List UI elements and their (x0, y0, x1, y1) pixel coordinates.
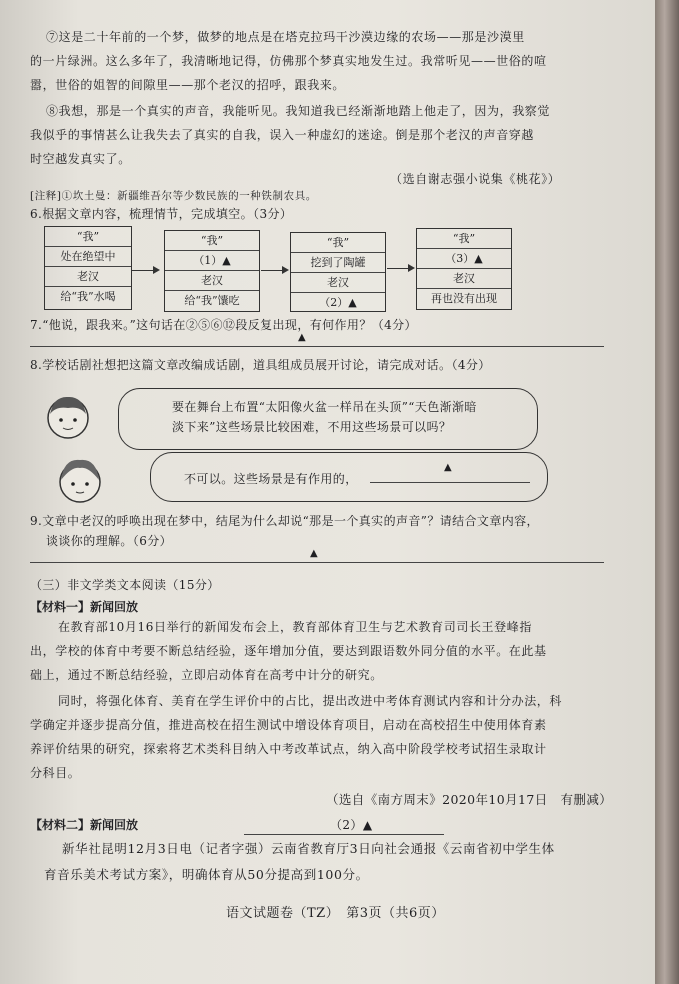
flow-arrow (261, 270, 287, 271)
page-footer: 语文试题卷（TZ） 第3页（共6页） (226, 906, 445, 921)
question-9-prompt: 9.文章中老汉的呼唤出现在梦中，结尾为什么却说“那是一个真实的声音”？请结合文章内容， (30, 514, 539, 528)
answer-marker: ▲ (310, 548, 319, 559)
material-line: 在教育部10月16日举行的新闻发布会上，教育部体育卫生与艺术教育司司长王登峰指 (58, 620, 532, 634)
material-1-source: （选自《南方周末》2020年10月17日 有删减） (326, 792, 613, 807)
answer-marker: ▲ (444, 462, 453, 473)
answer-line-9[interactable] (30, 562, 604, 563)
passage-line: ⑦这是二十年前的一个梦，做梦的地点是在塔克拉玛干沙漠边缘的农场——那是沙漠里 (46, 30, 525, 44)
dialogue-line: 要在舞台上布置“太阳像火盆一样吊在头顶”“天色渐渐暗 (172, 400, 477, 414)
box-cell: 老汉 (165, 271, 259, 291)
answer-line-7[interactable] (30, 346, 604, 347)
question-8-prompt: 8.学校话剧社想把这篇文章改编成话剧，道具组成员展开讨论，请完成对话。（4分） (30, 358, 491, 372)
material-line: 养评价结果的研究，探索将艺术类科目纳入中考改革试点，纳入高中阶段学校考试招生录取计 (30, 742, 547, 756)
material-line: 学确定并逐步提高分值，推进高校在招生测试中增设体育项目，启动在高校招生中使用体育素 (30, 718, 547, 732)
passage-source: （选自谢志强小说集《桃花》） (390, 172, 561, 186)
passage-line: 时空越发真实了。 (30, 152, 131, 166)
box-cell: 老汉 (417, 269, 511, 289)
flow-arrow (387, 268, 413, 269)
material-line: 础上，通过不断总结经验，立即启动体育在高考中计分的研究。 (30, 668, 383, 682)
answer-marker: ▲ (298, 332, 307, 343)
dialogue-line: 不可以。这些场景是有作用的， (184, 472, 358, 486)
material-2-title: 【材料二】新闻回放 (30, 818, 139, 832)
passage-line: 的一片绿洲。这么多年了，我清晰地记得，仿佛那个梦真实地发生过。我常听见——世俗的喧 (30, 54, 547, 68)
question-9-prompt-2: 谈谈你的理解。（6分） (46, 534, 173, 548)
headline-line[interactable] (244, 834, 444, 835)
answer-blank-3[interactable]: （3）▲ (417, 249, 511, 269)
plot-box-2 (164, 230, 260, 312)
material-line: 育音乐美术考试方案》，明确体育从50分提高到100分。 (44, 867, 369, 882)
passage-line: 我似乎的事情甚么让我失去了真实的自我，误入一种虚幻的迷途。倒是那个老汉的声音穿越 (30, 128, 535, 142)
box-cell: “我” (291, 233, 385, 253)
box-cell: 处在绝望中 (45, 247, 131, 267)
question-6-prompt: 6.根据文章内容，梳理情节，完成填空。（3分） (30, 207, 293, 221)
answer-blank-headline[interactable]: （2）▲ (330, 818, 373, 832)
box-cell: 给“我”水喝 (60, 290, 116, 303)
box-cell: “我” (165, 231, 259, 251)
material-1-title: 【材料一】新闻回放 (30, 600, 139, 614)
material-line: 分科目。 (30, 766, 81, 780)
plot-box-4 (416, 228, 512, 310)
student-girl-icon (40, 388, 96, 444)
plot-box-3 (290, 232, 386, 312)
dialogue-line: 淡下来”这些场景比较困难，不用这些场景可以吗？ (172, 420, 452, 434)
plot-box-1 (44, 226, 132, 310)
footnote: [注释]①坎土曼：新疆维吾尔等少数民族的一种铁制农具。 (30, 190, 317, 202)
paper-edge (655, 0, 679, 984)
box-cell: 挖到了陶罐 (291, 253, 385, 273)
box-cell: 给“我”馕吃 (184, 294, 240, 307)
passage-line: ⑧我想，那是一个真实的声音，我能听见。我知道我已经渐渐地踏上他走了，因为，我察觉 (46, 104, 551, 118)
material-line: 出，学校的体育中考要不断总结经验，逐年增加分值，要达到跟语数外同分值的水平。在此基 (30, 644, 547, 658)
question-7-prompt: 7.“他说，跟我来。”这句话在②⑤⑥⑫段反复出现，有何作用？（4分） (30, 318, 417, 332)
box-cell: “我” (417, 229, 511, 249)
answer-line-8[interactable] (370, 482, 530, 483)
flow-arrow (132, 270, 158, 271)
student-boy-icon (52, 452, 108, 508)
passage-line: 嚣，世俗的姐智的间隙里——那个老汉的招呼，跟我来。 (30, 78, 346, 92)
material-line: 同时，将强化体育、美育在学生评价中的占比，提出改进中考体育测试内容和计分办法，科 (58, 694, 563, 708)
box-cell: 再也没有出现 (431, 292, 497, 305)
section-title: （三）非文学类文本阅读（15分） (30, 578, 220, 592)
material-line: 新华社昆明12月3日电（记者字强）云南省教育厅3日向社会通报《云南省初中学生体 (62, 841, 555, 856)
box-cell: 老汉 (291, 273, 385, 293)
answer-blank-2[interactable]: （2）▲ (319, 296, 357, 309)
box-cell: 老汉 (45, 267, 131, 287)
box-cell: “我” (45, 227, 131, 247)
answer-blank-1[interactable]: （1）▲ (165, 251, 259, 271)
